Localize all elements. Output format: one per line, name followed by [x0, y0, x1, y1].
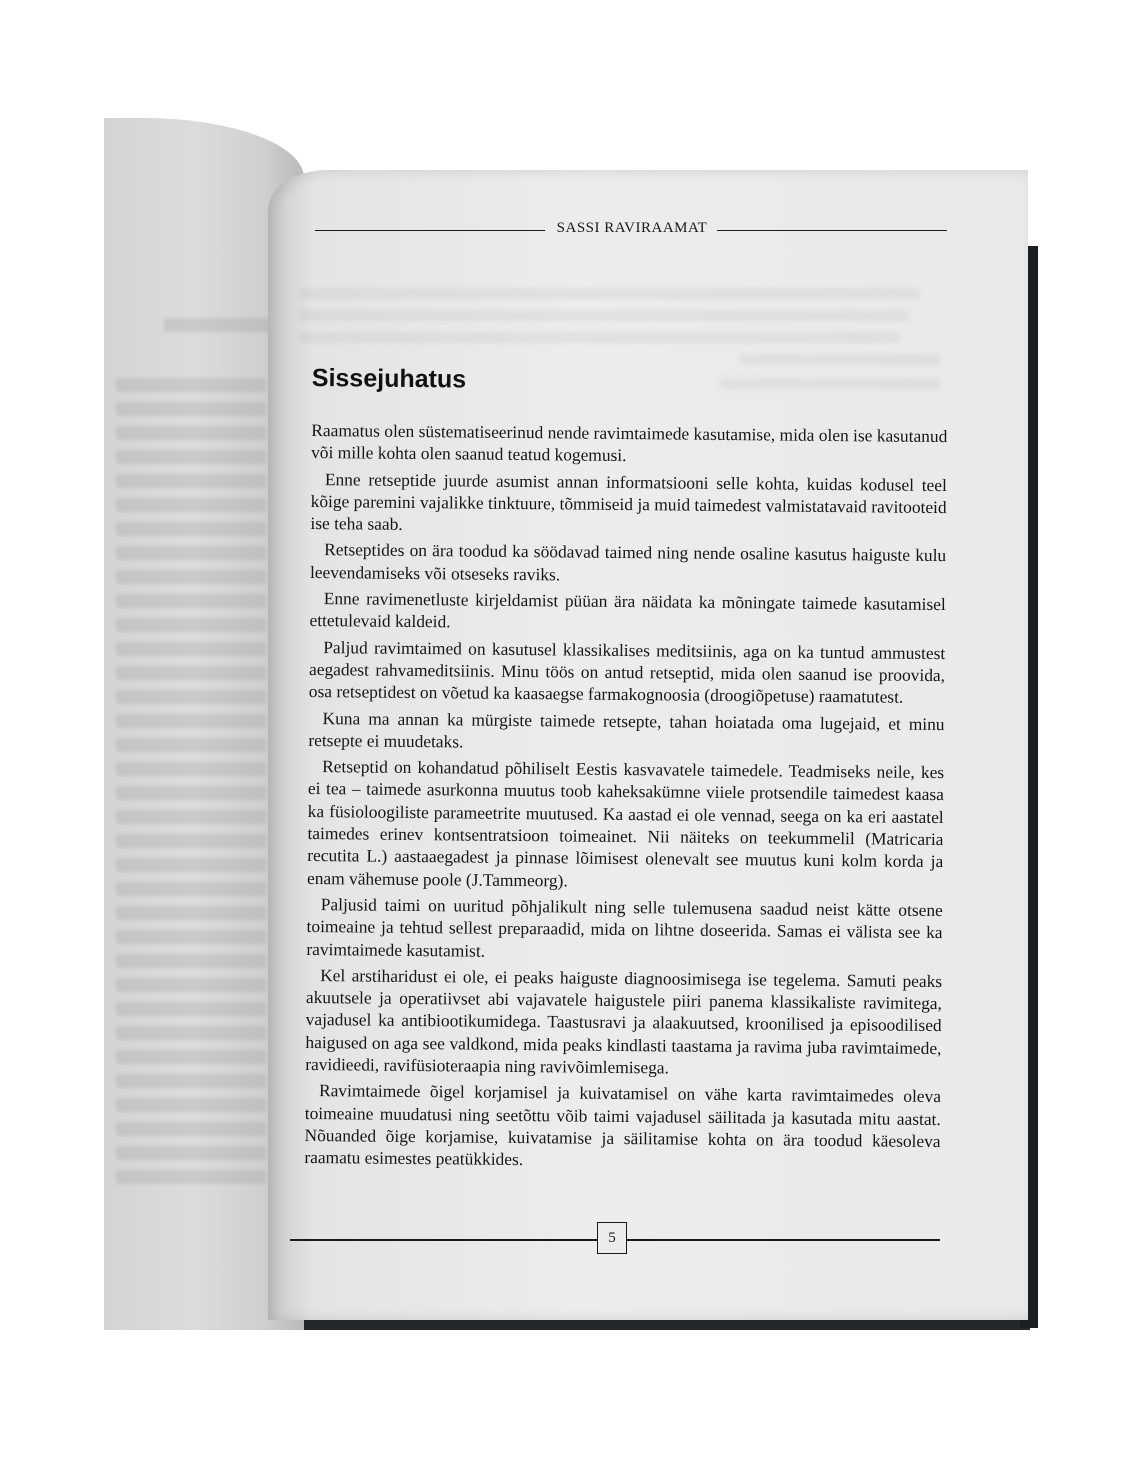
paragraph: Kuna ma annan ka mürgiste taimede retsepte, tahan hoiatada oma lugejaid, et minu retsepte ei muudetaks. [308, 707, 945, 752]
left-page-text-ghost [116, 858, 266, 872]
left-page-text-ghost [116, 1026, 266, 1040]
left-page-text-ghost [116, 1002, 266, 1016]
paragraph: Raamatus olen süstematiseerinud nende ravimtaimede kasutamise, mida olen ise kasutanud või mille kohta olen saanud teatud kogemusi. [311, 419, 948, 466]
left-page-text-ghost [164, 318, 284, 332]
left-page-text-ghost [116, 1146, 266, 1160]
left-page-text-ghost [116, 810, 266, 824]
left-page-text-ghost [116, 498, 266, 512]
paragraph: Ravimtaimede õigel korjamisel ja kuivatamisel on vähe karta ravimtaimedes oleva toimeaine muudatusi ning seetõttu võib taimi vajadusel säilitada ja kasutada mitu aastat. Nõuanded õige korjamise, kuivatamise ja säilitamise kohta on ära toodud käesoleva raamatu esimestes peatükkides. [304, 1080, 942, 1170]
paragraph: Retseptid on kohandatud põhiliselt Eestis kasvavatele taimedele. Teadmiseks neile, kes ei tea – taimede asurkonna muutus toob kaheksakümne viiele protsendile taimedest kaasa ka füsioloogiliste parameetrite muutused. Ka aastad ei ole vennad, seega on ka eri aastatel taimedes erinev kontsentratsioon toimeainet. Nii näiteks on teekummelil (Matricaria recutita L.) aastaaegadest ja pinnase lõimisest olenevalt see muutus kuni kolm korda ja enam vähemuse poole (J.Tammeorg). [306, 756, 945, 891]
left-page-text-ghost [116, 426, 266, 440]
left-page-text-ghost [116, 474, 266, 488]
show-through-text [300, 332, 900, 343]
left-page-text-ghost [116, 954, 266, 968]
show-through-text [740, 354, 940, 365]
left-page-text-ghost [116, 450, 266, 464]
paragraph: Kel arstiharidust ei ole, ei peaks haiguste diagnoosimisega ise tegelema. Samuti peaks akuutsele ja operatiivset abi vajavatele haigustele piiri panema klassikaliste ravimitega, vajadusel ka antibiootikumidega. Taastusravi ja alaakuutsed, kroonilised ja episoodilised haigused on aga see valdkond, mida peaks kindlasti taastama ja ravima juba ravimtaimede, ravidieedi, ravifüsioteraapia ning ravivõimlemisega. [305, 964, 943, 1078]
page-number: 5 [597, 1222, 627, 1254]
left-page-text-ghost [116, 978, 266, 992]
left-page-text-ghost [116, 786, 266, 800]
chapter-heading: Sissejuhatus [311, 364, 467, 394]
left-page-text-ghost [116, 714, 266, 728]
left-page-text-ghost [116, 1170, 266, 1184]
left-page-text-ghost [116, 570, 266, 584]
footer-rule-right [627, 1239, 940, 1241]
paragraph: Paljud ravimtaimed on kasutusel klassikalises meditsiinis, aga on ka tuntud ammustest aegadest rahvameditsiinis. Minu töös on antud retseptid, mida olen saanud ise proovida, osa retseptidest on võetud ka kaasaegse farmakognoosia (droogiõpetuse) raamatutest. [308, 636, 946, 707]
paragraph: Enne retseptide juurde asumist annan informatsiooni selle kohta, kuidas kodusel teel kõige paremini vajalikke tinktuure, tõmmiseid ja muid taimedest valmistatavaid ravitooteid ise teha saab. [310, 468, 947, 535]
running-header [315, 216, 947, 246]
running-title: SASSI RAVIRAAMAT [556, 220, 708, 236]
page-body [304, 364, 948, 1179]
left-page-text-ghost [116, 546, 266, 560]
left-page-text-ghost [116, 1074, 266, 1088]
paragraph: Paljusid taimi on uuritud põhjalikult ning selle tulemusena saadud neist kätte otsene toimeaine ja tehtud sellest preparaadid, mida on lihtne doseerida. Samas ei välista see ka ravimtaimede kasutamist. [306, 894, 943, 961]
left-page-text-ghost [116, 1050, 266, 1064]
left-page-text-ghost [116, 882, 266, 896]
left-page-text-ghost [116, 522, 266, 536]
header-rule-right [717, 230, 947, 231]
left-page-text-ghost [116, 642, 266, 656]
left-page-text-ghost [116, 402, 266, 416]
footer-rule-left [290, 1239, 597, 1241]
left-page-text-ghost [116, 930, 266, 944]
left-page-text-ghost [116, 762, 266, 776]
left-page-text-ghost [116, 594, 266, 608]
paragraph: Enne ravimenetluste kirjeldamist püüan ära näidata ka mõningate taimede kasutamisel ettetulevaid kaldeid. [309, 588, 946, 632]
page-footer [290, 1222, 940, 1258]
left-page-text-ghost [116, 666, 266, 680]
show-through-text [300, 288, 920, 299]
left-page-text-ghost [116, 1098, 266, 1112]
left-page-text-ghost [116, 690, 266, 704]
show-through-text [300, 310, 910, 321]
paragraph: Retseptides on ära toodud ka söödavad taimed ning nende osaline kasutus haiguste kulu leevendamiseks või otseseks raviks. [309, 539, 947, 585]
left-page-text-ghost [116, 834, 266, 848]
header-rule-left [315, 230, 545, 231]
left-page-text-ghost [116, 906, 266, 920]
left-page-text-ghost [116, 738, 266, 752]
left-page-text-ghost [116, 618, 266, 632]
left-page-text-ghost [116, 1122, 266, 1136]
left-page-text-ghost [116, 378, 266, 392]
